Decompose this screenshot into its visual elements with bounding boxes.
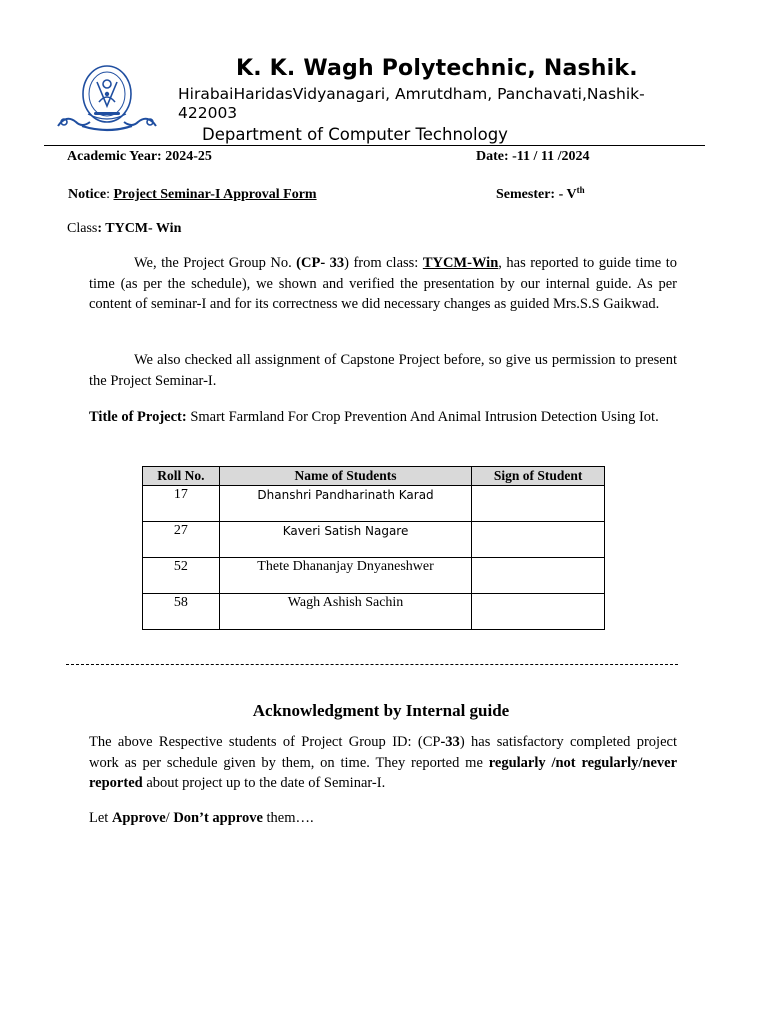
institute-logo <box>52 62 162 134</box>
notice-label: Notice <box>68 187 107 202</box>
department-name: Department of Computer Technology <box>202 125 508 144</box>
header-student-name: Name of Students <box>219 467 471 486</box>
project-title-label: Title of Project: <box>89 409 187 425</box>
approval-them: them…. <box>262 810 314 826</box>
permission-paragraph: We also checked all assignment of Capstone Project before, so give us permission to present the Project Seminar-I. <box>89 352 677 389</box>
institute-address: HirabaiHaridasVidyanagari, Amrutdham, Panchavati,Nashik-422003 <box>178 85 645 122</box>
approve-option: Approve <box>111 810 166 826</box>
class-name: TYCM-Win <box>422 255 499 271</box>
class-line <box>67 221 181 237</box>
roll-number: 58 <box>143 594 220 630</box>
acknowledgment-paragraph <box>89 732 677 794</box>
group-number: (CP- 33 <box>296 255 345 271</box>
students-table <box>142 466 605 630</box>
ack-report-options: regularly /not regularly/never reported <box>89 754 678 791</box>
signature-cell <box>472 486 605 522</box>
class-label: Class <box>67 221 98 236</box>
signature-cell <box>472 522 605 558</box>
table-row <box>143 522 605 558</box>
student-name: Thete Dhananjay Dnyaneshwer <box>219 558 471 594</box>
date: Date: -11 / 11 /2024 <box>476 149 590 164</box>
notice-separator: : <box>106 187 114 202</box>
academic-year: Academic Year: 2024-25 <box>67 149 212 164</box>
student-name: Wagh Ashish Sachin <box>219 594 471 630</box>
table-row <box>143 486 605 522</box>
student-name: Dhanshri Pandharinath Karad <box>219 486 471 522</box>
roll-number: 52 <box>143 558 220 594</box>
semester-label: Semester: - V <box>496 187 577 202</box>
notice-title: Project Seminar-I Approval Form <box>113 187 317 202</box>
student-name: Kaveri Satish Nagare <box>219 522 471 558</box>
roll-number: 17 <box>143 486 220 522</box>
signature-cell <box>472 558 605 594</box>
p1-text-c: , has reported to guide time to time (as per the schedule), we shown and verified the presentation by our internal guide. As per content of seminar-I and for its correctness we did necessary changes as guided Mrs.S.S Gaikwad. <box>89 255 677 312</box>
header-divider <box>44 145 705 146</box>
semester <box>496 187 585 203</box>
approval-line <box>89 808 677 829</box>
project-title: Smart Farmland For Crop Prevention And Animal Intrusion Detection Using Iot. <box>186 409 659 425</box>
institute-name: K. K. Wagh Polytechnic, Nashik. <box>236 56 638 81</box>
group-report-paragraph <box>89 253 677 315</box>
ack-text-c: about project up to the date of Seminar-I. <box>142 775 386 791</box>
dashed-separator <box>66 664 678 665</box>
ack-group-id: -33 <box>440 734 460 750</box>
dont-approve-option: Don’t approve <box>173 810 263 826</box>
roll-number: 27 <box>143 522 220 558</box>
acknowledgment-heading: Acknowledgment by Internal guide <box>252 701 510 720</box>
notice-line <box>68 187 317 203</box>
signature-cell <box>472 594 605 630</box>
p1-text-a: We, the Project Group No. <box>134 255 297 271</box>
ack-text-a: The above Respective students of Project Group ID: (CP <box>89 734 441 750</box>
approval-slash: / <box>165 810 174 826</box>
ack-text-b: ) has satisfactory completed project work as per schedule given by them, on time. They reported me <box>89 734 677 771</box>
class-value: : TYCM- Win <box>97 221 182 236</box>
table-row <box>143 558 605 594</box>
table-header-row <box>143 467 605 486</box>
semester-suffix: th <box>576 185 585 195</box>
approval-let: Let <box>89 810 112 826</box>
header-sign: Sign of Student <box>472 467 605 486</box>
table-row <box>143 594 605 630</box>
project-title-paragraph <box>89 407 677 428</box>
header-roll-no: Roll No. <box>143 467 220 486</box>
p1-text-b: ) from class: <box>344 255 423 271</box>
